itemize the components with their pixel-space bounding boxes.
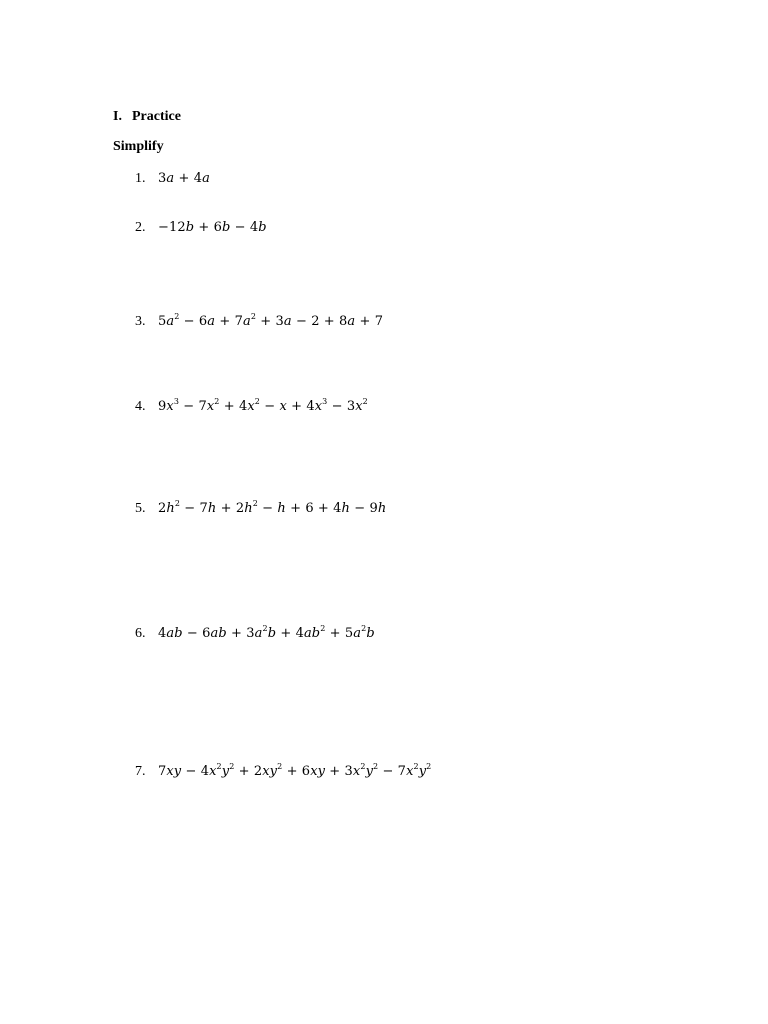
problem-number: 5. [135,501,146,516]
section-heading [113,108,181,126]
problem-expression: $7xy - 4x^2y^2 + 2xy^2 + 6xy + 3x^2y^2 - 7x^2y^2$ [158,762,432,779]
section-title: Practice [132,109,181,124]
problem-number: 7. [135,764,146,779]
problem-item [135,763,431,781]
problem-expression: $4ab - 6ab + 3a^2b + 4ab^2 + 5a^2b$ [158,624,375,641]
problem-item [135,170,210,188]
problem-item [135,500,386,518]
problem-expression: 3a + 4a [158,171,210,186]
instruction-text: Simplify [113,139,164,154]
problem-expression: $5a^2 - 6a + 7a^2 + 3a - 2 + 8a + 7$ [158,312,384,329]
problem-expression: $2h^2 - 7h + 2h^2 - h + 6 + 4h - 9h$ [158,499,387,516]
problem-number: 6. [135,626,146,641]
problem-number: 1. [135,171,146,186]
problem-number: 4. [135,399,146,414]
section-number: I. [113,109,122,124]
problem-item [135,219,267,237]
problem-expression: −12b + 6b − 4b [158,220,267,235]
problem-number: 2. [135,220,146,235]
problem-expression: $9x^3 - 7x^2 + 4x^2 - x + 4x^3 - 3x^2$ [158,397,368,414]
problem-number: 3. [135,314,146,329]
problem-item [135,398,368,416]
problem-item [135,313,383,331]
problem-item [135,625,375,643]
